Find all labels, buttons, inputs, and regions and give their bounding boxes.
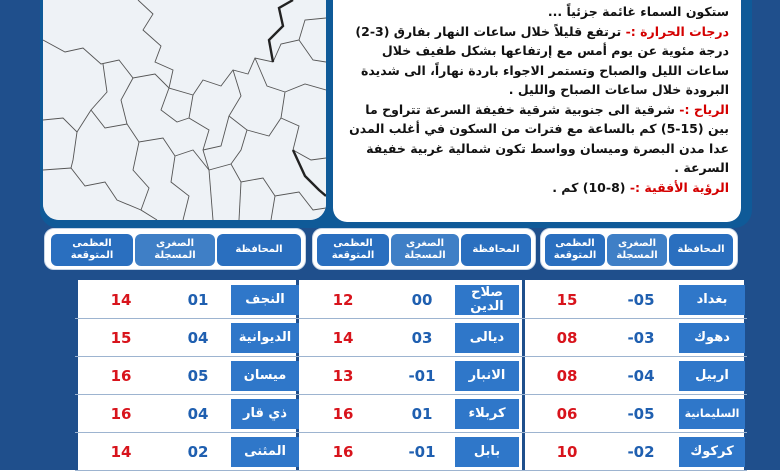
- city-name: دهوك: [679, 323, 745, 353]
- max-value: 16: [332, 405, 354, 423]
- min-value: 04: [187, 405, 209, 423]
- city-name: النجف: [231, 285, 299, 315]
- header-province-2: المحافظة: [461, 234, 531, 266]
- city-name: صلاح الدين: [455, 285, 519, 315]
- city-name: الديوانية: [231, 323, 299, 353]
- forecast-text-box: [333, 0, 741, 222]
- visibility-body: (8-10) كم .: [552, 179, 626, 195]
- max-value: 08: [556, 329, 578, 347]
- city-name: بابل: [455, 437, 519, 467]
- max-value: 15: [110, 329, 132, 347]
- max-value: 15: [556, 291, 578, 309]
- visibility-paragraph: [343, 178, 729, 198]
- min-value: -03: [627, 329, 655, 347]
- table-row: [75, 320, 747, 357]
- wind-paragraph: [343, 100, 729, 178]
- min-value: 01: [187, 291, 209, 309]
- min-value: -05: [627, 405, 655, 423]
- visibility-label: الرؤية الأفقية :-: [629, 179, 729, 195]
- min-value: -01: [408, 443, 436, 461]
- table-row: [75, 358, 747, 395]
- city-name: الانبار: [455, 361, 519, 391]
- header-min-1: الصغرى المسجلة: [607, 234, 667, 266]
- min-value: -02: [627, 443, 655, 461]
- header-province-3: المحافظة: [217, 234, 301, 266]
- min-value: -01: [408, 367, 436, 385]
- max-value: 13: [332, 367, 354, 385]
- table-header-row: [0, 228, 780, 272]
- wind-body: شرقية الى جنوبية شرقية خفيفة السرعة تتراوح ما بين (15-5) كم بالساعة مع فترات من السكون في أغلب المدن عدا مدن البصرة وميسان وواسط تكون شمالية غربية خفيفة السرعة .: [349, 101, 729, 175]
- min-value: -05: [627, 291, 655, 309]
- table-row: [75, 282, 747, 319]
- city-name: بغداد: [679, 285, 745, 315]
- table-row: [75, 396, 747, 433]
- max-value: 06: [556, 405, 578, 423]
- header-group-3: [44, 228, 306, 270]
- header-province-1: المحافظة: [669, 234, 733, 266]
- city-name: السليمانية: [679, 399, 745, 429]
- city-name: ديالى: [455, 323, 519, 353]
- city-name: كربلاء: [455, 399, 519, 429]
- city-name: ذي قار: [231, 399, 299, 429]
- temperature-label: درجات الحرارة :-: [625, 23, 729, 39]
- max-value: 16: [110, 367, 132, 385]
- temperature-paragraph: [343, 22, 729, 100]
- iraq-map: [43, 0, 326, 220]
- min-value: 03: [411, 329, 433, 347]
- header-max-1: العظمى المتوقعة: [545, 234, 605, 266]
- header-min-3: الصغرى المسجلة: [135, 234, 215, 266]
- max-value: 12: [332, 291, 354, 309]
- min-value: -04: [627, 367, 655, 385]
- min-value: 02: [187, 443, 209, 461]
- header-min-2: الصغرى المسجلة: [391, 234, 459, 266]
- city-name: كركوك: [679, 437, 745, 467]
- clipped-line: ستكون السماء غائمة جزئياً ...: [547, 4, 729, 19]
- max-value: 14: [110, 291, 132, 309]
- max-value: 08: [556, 367, 578, 385]
- max-value: 14: [332, 329, 354, 347]
- max-value: 16: [110, 405, 132, 423]
- header-max-3: العظمى المتوقعة: [51, 234, 133, 266]
- min-value: 01: [411, 405, 433, 423]
- city-name: ميسان: [231, 361, 299, 391]
- max-value: 16: [332, 443, 354, 461]
- min-value: 00: [411, 291, 433, 309]
- city-name: المثنى: [231, 437, 299, 467]
- table-row: [75, 434, 747, 471]
- wind-label: الرياح :-: [679, 101, 729, 117]
- temperature-body: ترتفع قليلاً خلال ساعات النهار بفارق (3-2) درجة مئوية عن يوم أمس مع إرتفاعها بشكل طفيف خلال ساعات الليل والصباح وتستمر الاجواء باردة نهاراً، الى شديدة البرودة خلال ساعات الصباح والليل .: [355, 23, 729, 97]
- max-value: 10: [556, 443, 578, 461]
- header-group-2: [312, 228, 536, 270]
- city-name: اربيل: [679, 361, 745, 391]
- header-group-1: [540, 228, 738, 270]
- min-value: 04: [187, 329, 209, 347]
- map-outline-icon: [43, 0, 326, 220]
- min-value: 05: [187, 367, 209, 385]
- max-value: 14: [110, 443, 132, 461]
- header-max-2: العظمى المتوقعة: [317, 234, 389, 266]
